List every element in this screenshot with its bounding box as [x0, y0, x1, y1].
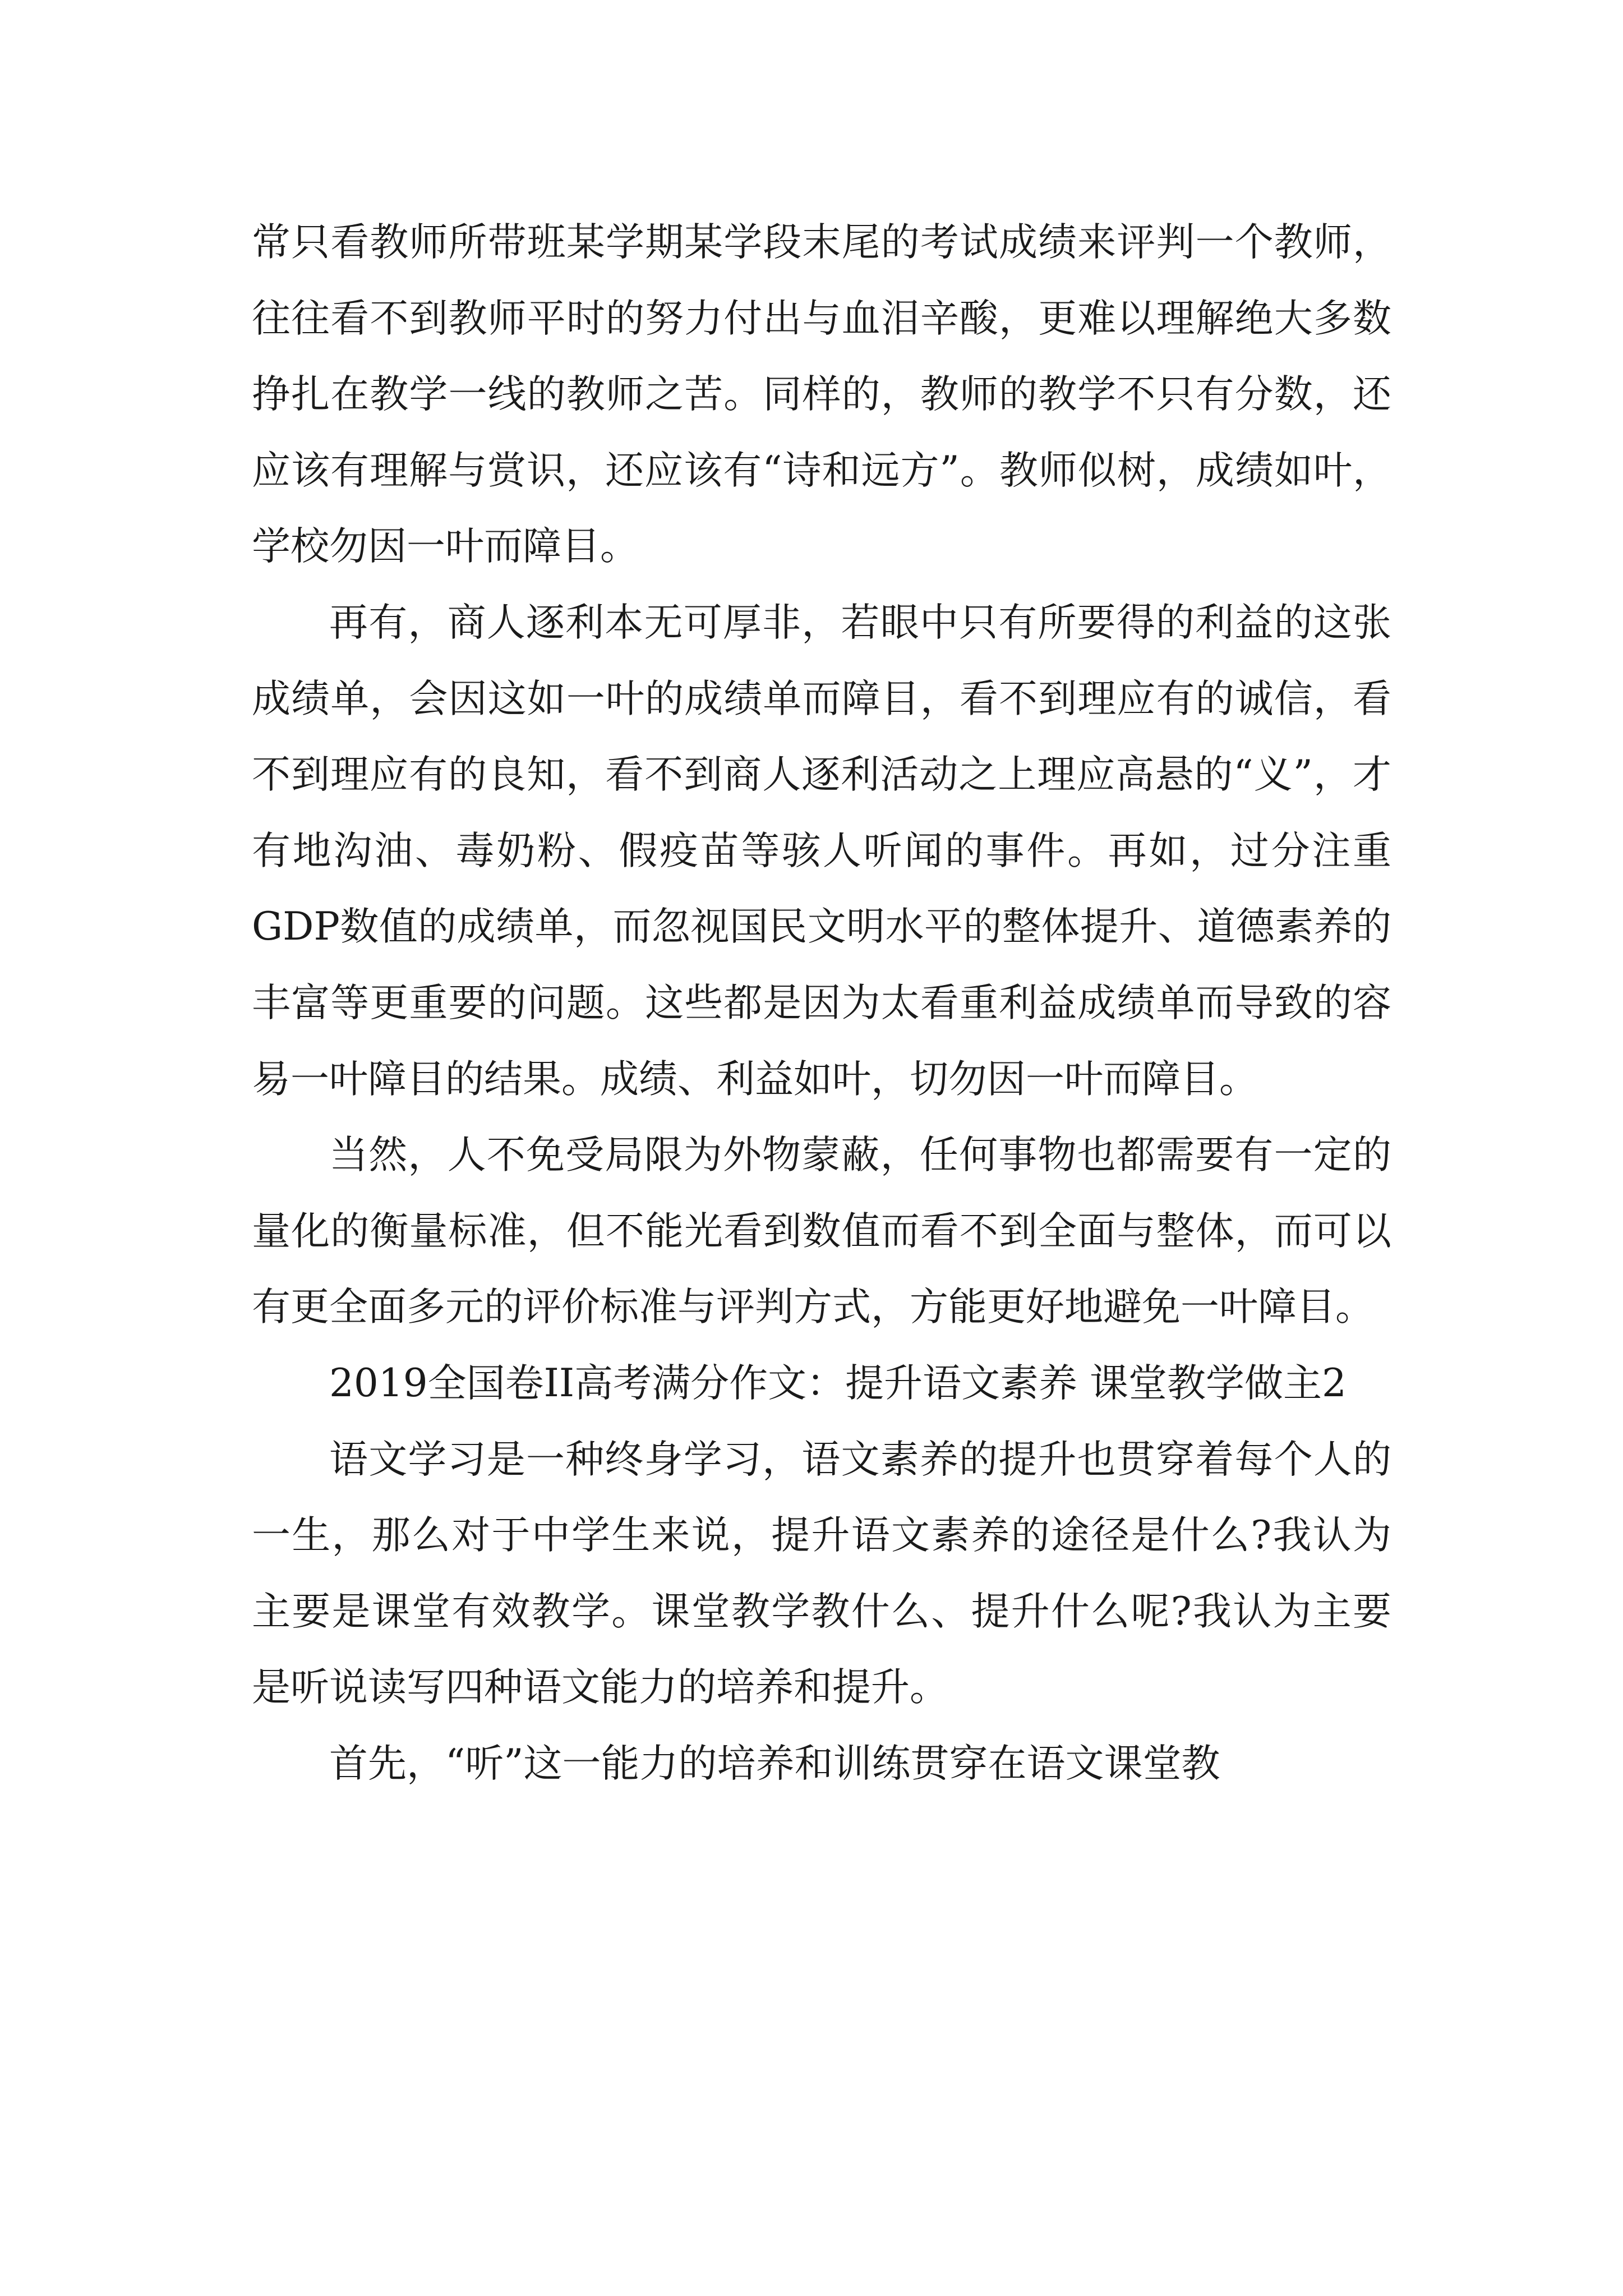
paragraph-lifelong-learning: 语文学习是一种终身学习，语文素养的提升也贯穿着每个人的一生，那么对于中学生来说，提升语文素养的途径是什么?我认为主要是课堂有效教学。课堂教学教什么、提升什么呢?我认为主要是听说读写四种语文能力的培养和提升。: [252, 1437, 1391, 1710]
essay-title: 2019全国卷II高考满分作文：提升语文素养 课堂教学做主2: [329, 1360, 1347, 1406]
paragraph-conclusion: 当然，人不免受局限为外物蒙蔽，任何事物也都需要有一定的量化的衡量标准，但不能光看到数值而看不到全面与整体，而可以有更全面多元的评价标准与评判方式，方能更好地避免一叶障目。: [252, 1133, 1391, 1330]
paragraph-continuation: 常只看教师所带班某学期某学段末尾的考试成绩来评判一个教师，往往看不到教师平时的努力付出与血泪辛酸，更难以理解绝大多数挣扎在教学一线的教师之苦。同样的，教师的教学不只有分数，还应该有理解与赏识，还应该有“诗和远方”。教师似树，成绩如叶，学校勿因一叶而障目。: [252, 220, 1391, 569]
essay-body: [252, 205, 1391, 1802]
paragraph-merchant-profit: 再有，商人逐利本无可厚非，若眼中只有所要得的利益的这张成绩单，会因这如一叶的成绩单而障目，看不到理应有的诚信，看不到理应有的良知，看不到商人逐利活动之上理应高悬的“义”，才有地沟油、毒奶粉、假疫苗等骇人听闻的事件。再如，过分注重GDP数值的成绩单，而忽视国民文明水平的整体提升、道德素养的丰富等更重要的问题。这些都是因为太看重利益成绩单而导致的容易一叶障目的结果。成绩、利益如叶，切勿因一叶而障目。: [252, 600, 1391, 1102]
paragraph-listening: 首先，“听”这一能力的培养和训练贯穿在语文课堂教: [329, 1741, 1220, 1786]
